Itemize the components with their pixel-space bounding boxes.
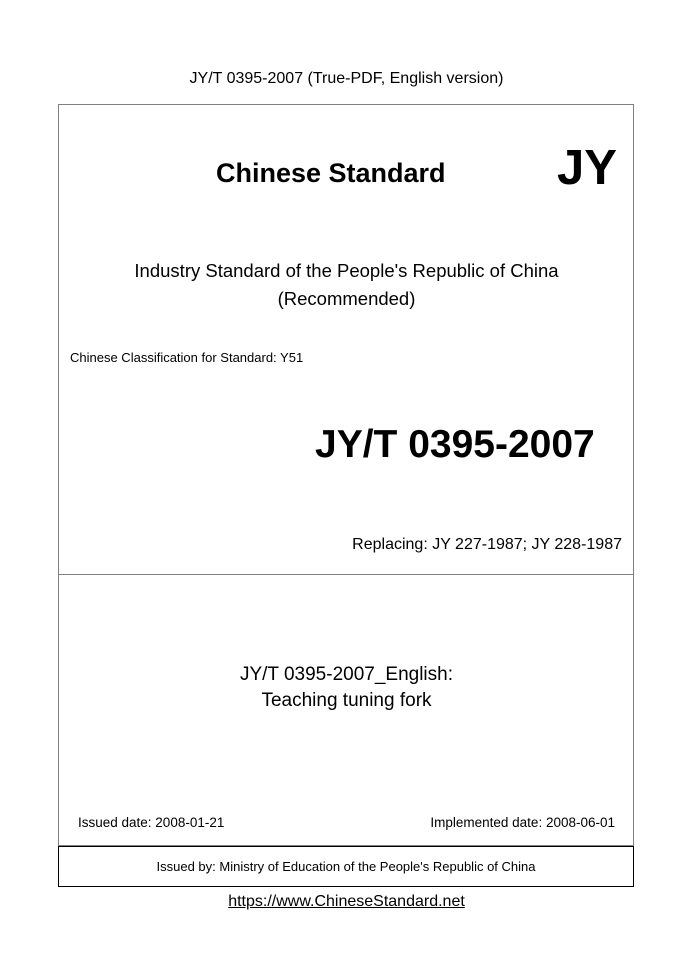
document-title-line2: Teaching tuning fork: [261, 690, 432, 711]
implemented-date: Implemented date: 2008-06-01: [430, 815, 615, 830]
document-title: [0, 662, 693, 714]
replacing-label: Replacing: JY 227-1987; JY 228-1987: [352, 536, 622, 553]
issued-date: Issued date: 2008-01-21: [78, 815, 225, 830]
industry-standard-line2: (Recommended): [277, 288, 416, 309]
issuer-label: Issued by: Ministry of Education of the People's Republic of China: [156, 859, 536, 874]
issuer-box: [58, 846, 634, 887]
standard-number: JY/T 0395-2007: [315, 423, 595, 466]
industry-standard-line1: Industry Standard of the People's Republic of China: [134, 260, 559, 281]
classification-label: Chinese Classification for Standard: Y51: [70, 350, 304, 365]
standard-code-abbreviation: JY: [557, 141, 617, 195]
page-header: JY/T 0395-2007 (True-PDF, English version): [189, 70, 504, 87]
standard-title: Chinese Standard: [216, 158, 446, 188]
footer: [0, 893, 693, 911]
document-title-line1: JY/T 0395-2007_English:: [239, 664, 454, 685]
website-link[interactable]: https://www.ChineseStandard.net: [228, 893, 465, 910]
industry-standard-label: [0, 257, 693, 313]
